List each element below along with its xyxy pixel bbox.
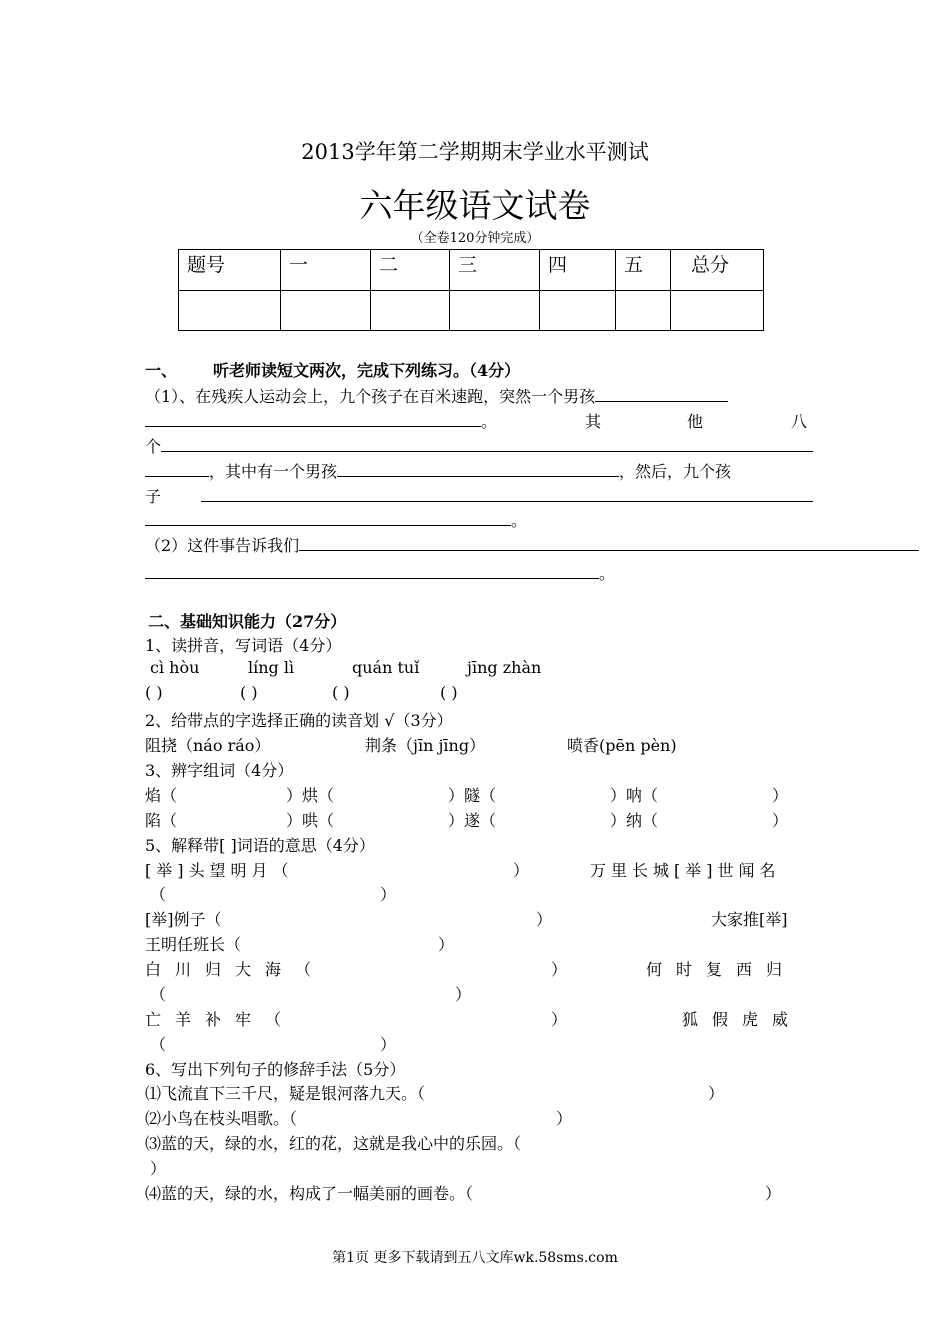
punct: 。 [599, 564, 616, 583]
section1-heading [145, 358, 520, 381]
q1-text: （1）、在残疾人运动会上，九个孩子在百米速跑，突然一个男孩 [145, 387, 596, 406]
q5-r1-a: [举]头望明月（ [145, 861, 294, 880]
score-table [178, 249, 764, 331]
q3-row1-c1: ）烘（ [286, 786, 335, 805]
score-cell [450, 291, 540, 331]
q6-item-4-close: ） [765, 1184, 782, 1203]
q5-r3-b: 何时复西归 [646, 960, 797, 979]
q3-title: 3、辨字组词（4分） [145, 761, 294, 780]
q5-r4-a: 亡羊补牢（ [145, 1010, 296, 1029]
answer-blank[interactable] [161, 436, 813, 452]
q6-item-3-close: ） [150, 1159, 167, 1178]
answer-blank[interactable] [299, 535, 919, 551]
q3-row2-c0: 陷（ [145, 811, 178, 830]
score-cell [540, 291, 616, 331]
score-header-cell: 总分 [671, 250, 764, 291]
section1-q2-line1 [145, 533, 919, 556]
q2-item: 阻挠（náo ráo） [145, 736, 271, 755]
q5-r4b-open: （ [150, 1035, 167, 1054]
q6-item-1-close: ） [708, 1084, 725, 1103]
exam-subtitle: 六年级语文试卷 [359, 186, 591, 225]
score-header-cell: 四 [540, 250, 616, 291]
word: 他 [687, 412, 704, 431]
score-table-score-row [179, 291, 764, 331]
q5-r1-b: 万里长城[举]世闻名 [590, 861, 781, 880]
section1-number: 一、 [145, 361, 178, 380]
score-header-cell: 题号 [179, 250, 281, 291]
section2-heading: 二、基础知识能力（27分） [148, 612, 347, 631]
answer-blank[interactable] [145, 411, 481, 427]
section1-q1-line4 [145, 459, 731, 482]
q6-item-1: ⑴飞流直下三千尺，疑是银河落九天。（ [145, 1084, 426, 1103]
q3-row2-c3: ）纳（ [610, 811, 659, 830]
q6-item-2: ⑵小鸟在枝头唱歌。（ [145, 1109, 298, 1128]
score-table-header-row [179, 250, 764, 291]
q2-text: （2）这件事告诉我们 [145, 536, 300, 555]
answer-blank[interactable] [145, 510, 511, 526]
q5-r2-a: [举]例子（ [145, 910, 222, 929]
answer-bracket[interactable]: ( ) [440, 683, 458, 702]
section1-q1-line5 [145, 484, 813, 507]
pinyin-1: cì hòu [150, 658, 200, 677]
q3-row2-c1: ）哄（ [286, 811, 335, 830]
answer-bracket[interactable]: ( ) [332, 683, 350, 702]
q3-row1-c4: ） [772, 786, 789, 805]
q5-r1-close: ） [513, 861, 530, 880]
score-cell [371, 291, 450, 331]
answer-blank[interactable] [595, 386, 728, 402]
section1-heading-text: 听老师读短文两次，完成下列练习。（4分） [213, 361, 521, 380]
q5-r4-b: 狐假虎威 [682, 1010, 803, 1029]
q5-title: 5、解释带[ ]词语的意思（4分） [145, 836, 375, 855]
score-cell [671, 291, 764, 331]
q5-r4-close: ） [551, 1010, 568, 1029]
word: 子 [145, 487, 162, 506]
score-header-cell: 五 [616, 250, 671, 291]
score-cell [179, 291, 281, 331]
q2-title: 2、给带点的字选择正确的读音划 √（3分） [145, 711, 453, 730]
score-header-cell: 三 [450, 250, 540, 291]
q5-r3b-open: （ [150, 985, 167, 1004]
q1-title: 1、读拼音，写词语（4分） [145, 636, 342, 655]
pinyin-2: líng lì [248, 658, 295, 677]
answer-blank[interactable] [337, 461, 619, 477]
q1-text: ，其中有一个男孩 [209, 462, 338, 481]
punct: 。 [481, 412, 498, 431]
answer-blank[interactable] [145, 461, 209, 477]
q5-r3-a: 白川归大海（ [145, 960, 326, 979]
word: 八 [791, 412, 808, 431]
exam-duration-note: （全卷120分钟完成） [410, 231, 540, 246]
section1-q1-line1 [145, 384, 728, 407]
q5-r2b-close: ） [438, 935, 455, 954]
q3-row2-c2: ）遂（ [448, 811, 497, 830]
answer-blank[interactable] [145, 563, 599, 579]
q3-row1-c2: ）隧（ [448, 786, 497, 805]
q3-row1-c0: 焰（ [145, 786, 178, 805]
section1-q1-line6 [145, 508, 527, 531]
punct: 。 [511, 511, 528, 530]
pinyin-4: jīng zhàn [467, 658, 542, 677]
q5-r2b-open: 王明任班长（ [145, 935, 242, 954]
section1-q1-line3 [145, 434, 813, 457]
q5-r1b-close: ） [380, 885, 397, 904]
answer-bracket[interactable]: ( ) [145, 683, 163, 702]
answer-blank[interactable] [201, 486, 813, 502]
q5-r4b-close: ） [380, 1035, 397, 1054]
q1-text: ，然后，九个孩 [619, 462, 732, 481]
score-header-cell: 二 [371, 250, 450, 291]
pinyin-3: quán tuǐ [352, 658, 420, 677]
q3-row2-c4: ） [772, 811, 789, 830]
q2-item: 喷香(pēn pèn) [567, 736, 677, 755]
word: 其 [585, 412, 602, 431]
q6-item-3: ⑶蓝的天，绿的水，红的花，这就是我心中的乐园。（ [145, 1134, 522, 1153]
page-footer: 第1页 更多下载请到五八文库wk.58sms.com [332, 1250, 618, 1266]
score-cell [616, 291, 671, 331]
q5-r2-b: 大家推[举] [711, 910, 788, 929]
q5-r3-close: ） [551, 960, 568, 979]
section1-q2-line2 [145, 561, 615, 584]
answer-bracket[interactable]: ( ) [240, 683, 258, 702]
word: 个 [145, 437, 162, 456]
section1-q1-line2 [145, 409, 807, 432]
q6-title: 6、写出下列句子的修辞手法（5分） [145, 1060, 406, 1079]
q5-r3b-close: ） [455, 985, 472, 1004]
exam-title: 2013学年第二学期期末学业水平测试 [301, 140, 649, 164]
q6-item-4: ⑷蓝的天，绿的水，构成了一幅美丽的画卷。（ [145, 1184, 474, 1203]
q3-row1-c3: ）呐（ [610, 786, 659, 805]
score-header-cell: 一 [281, 250, 371, 291]
q5-r2-close: ） [536, 910, 553, 929]
q2-item: 荆条（jīn jīng） [365, 736, 486, 755]
q6-item-2-close: ） [556, 1109, 573, 1128]
q5-r1b-open: （ [150, 885, 167, 904]
score-cell [281, 291, 371, 331]
